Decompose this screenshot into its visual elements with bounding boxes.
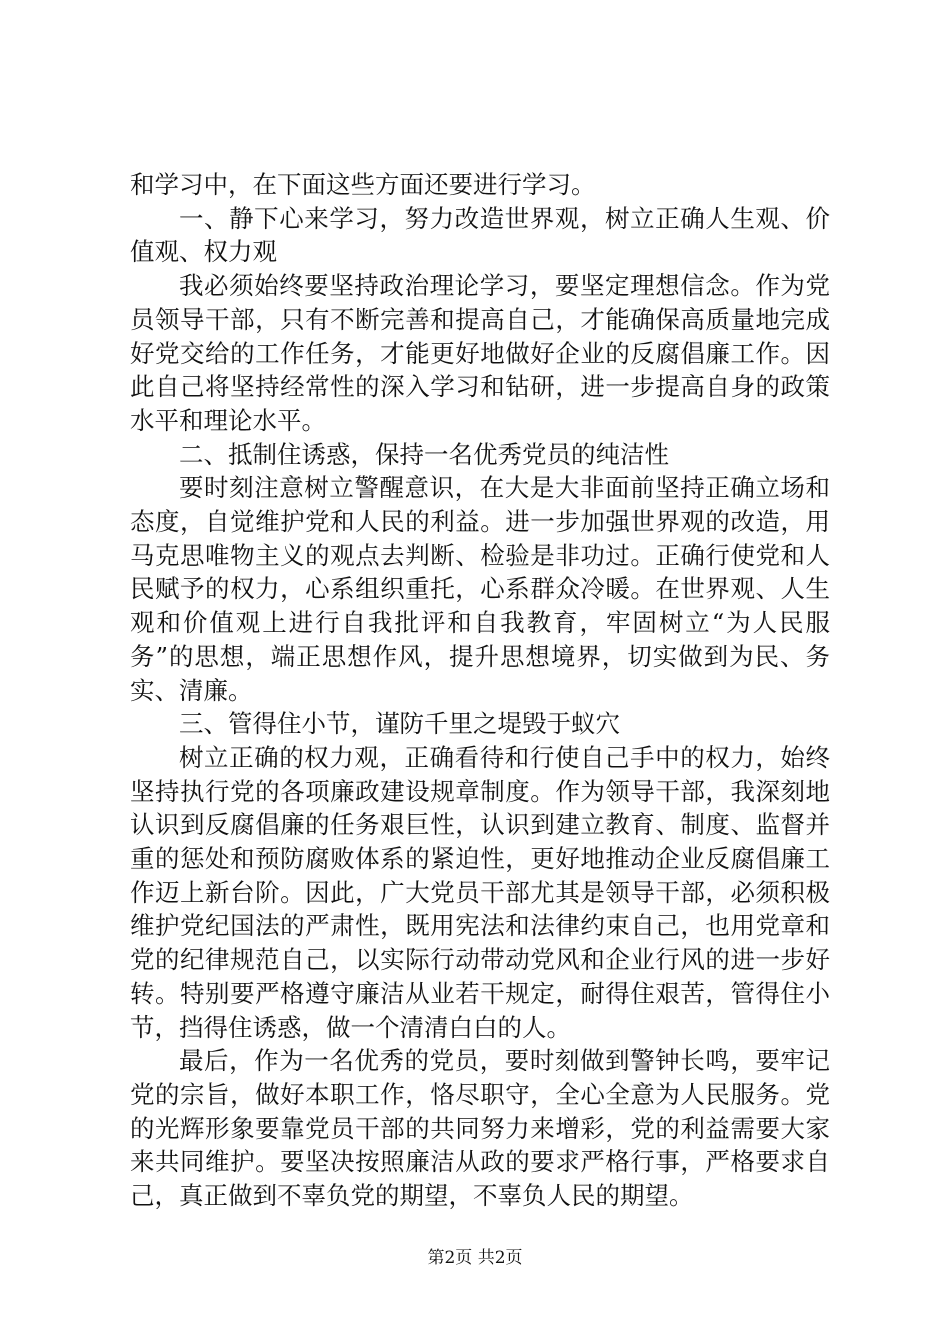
page-number-footer: 第2页 共2页 <box>427 1248 523 1268</box>
paragraph: 最后，作为一名优秀的党员，要时刻做到警钟长鸣，要牢记党的宗旨，做好本职工作，恪尽职守，全心全意为人民服务。党的光辉形象要靠党员干部的共同努力来增彩，党的利益需要大家来共同维护。要坚决按照廉洁从政的要求严格行事，严格要求自己，真正做到不辜负党的期望，不辜负人民的期望。 <box>130 1046 830 1211</box>
paragraph-continuation: 和学习中，在下面这些方面还要进行学习。 <box>130 170 596 199</box>
paragraph: 要时刻注意树立警醒意识，在大是大非面前坚持正确立场和态度，自觉维护党和人民的利益。进一步加强世界观的改造，用马克思唯物主义的观点去判断、检验是非功过。正确行使党和人民赋予的权力，心系组织重托，心系群众冷暖。在世界观、人生观和价值观上进行自我批评和自我教育，牢固树立“为人民服务”的思想，端正思想作风，提升思想境界，切实做到为民、务实、清廉。 <box>130 473 830 705</box>
section-heading-3: 三、管得住小节，谨防千里之堤毁于蚁穴 <box>179 709 620 739</box>
section-heading-2: 二、抵制住诱惑，保持一名优秀党员的纯洁性 <box>179 439 669 469</box>
paragraph: 我必须始终要坚持政治理论学习，要坚定理想信念。作为党员领导干部，只有不断完善和提高自己，才能确保高质量地完成好党交给的工作任务，才能更好地做好企业的反腐倡廉工作。因此自己将坚持经常性的深入学习和钻研，进一步提高自身的政策水平和理论水平。 <box>130 271 830 435</box>
paragraph: 树立正确的权力观，正确看待和行使自己手中的权力，始终坚持执行党的各项廉政建设规章制度。作为领导干部，我深刻地认识到反腐倡廉的任务艰巨性，认识到建立教育、制度、监督并重的惩处和预防腐败体系的紧迫性，更好地推动企业反腐倡廉工作迈上新台阶。因此，广大党员干部尤其是领导干部，必须积极维护党纪国法的严肃性，既用宪法和法律约束自己，也用党章和党的纪律规范自己，以实际行动带动党风和企业行风的进一步好转。特别要严格遵守廉洁从业若干规定，耐得住艰苦，管得住小节，挡得住诱惑，做一个清清白白的人。 <box>130 742 830 1042</box>
section-heading-1: 一、静下心来学习，努力改造世界观，树立正确人生观、价值观、权力观 <box>130 203 830 267</box>
document-body <box>130 168 830 1213</box>
